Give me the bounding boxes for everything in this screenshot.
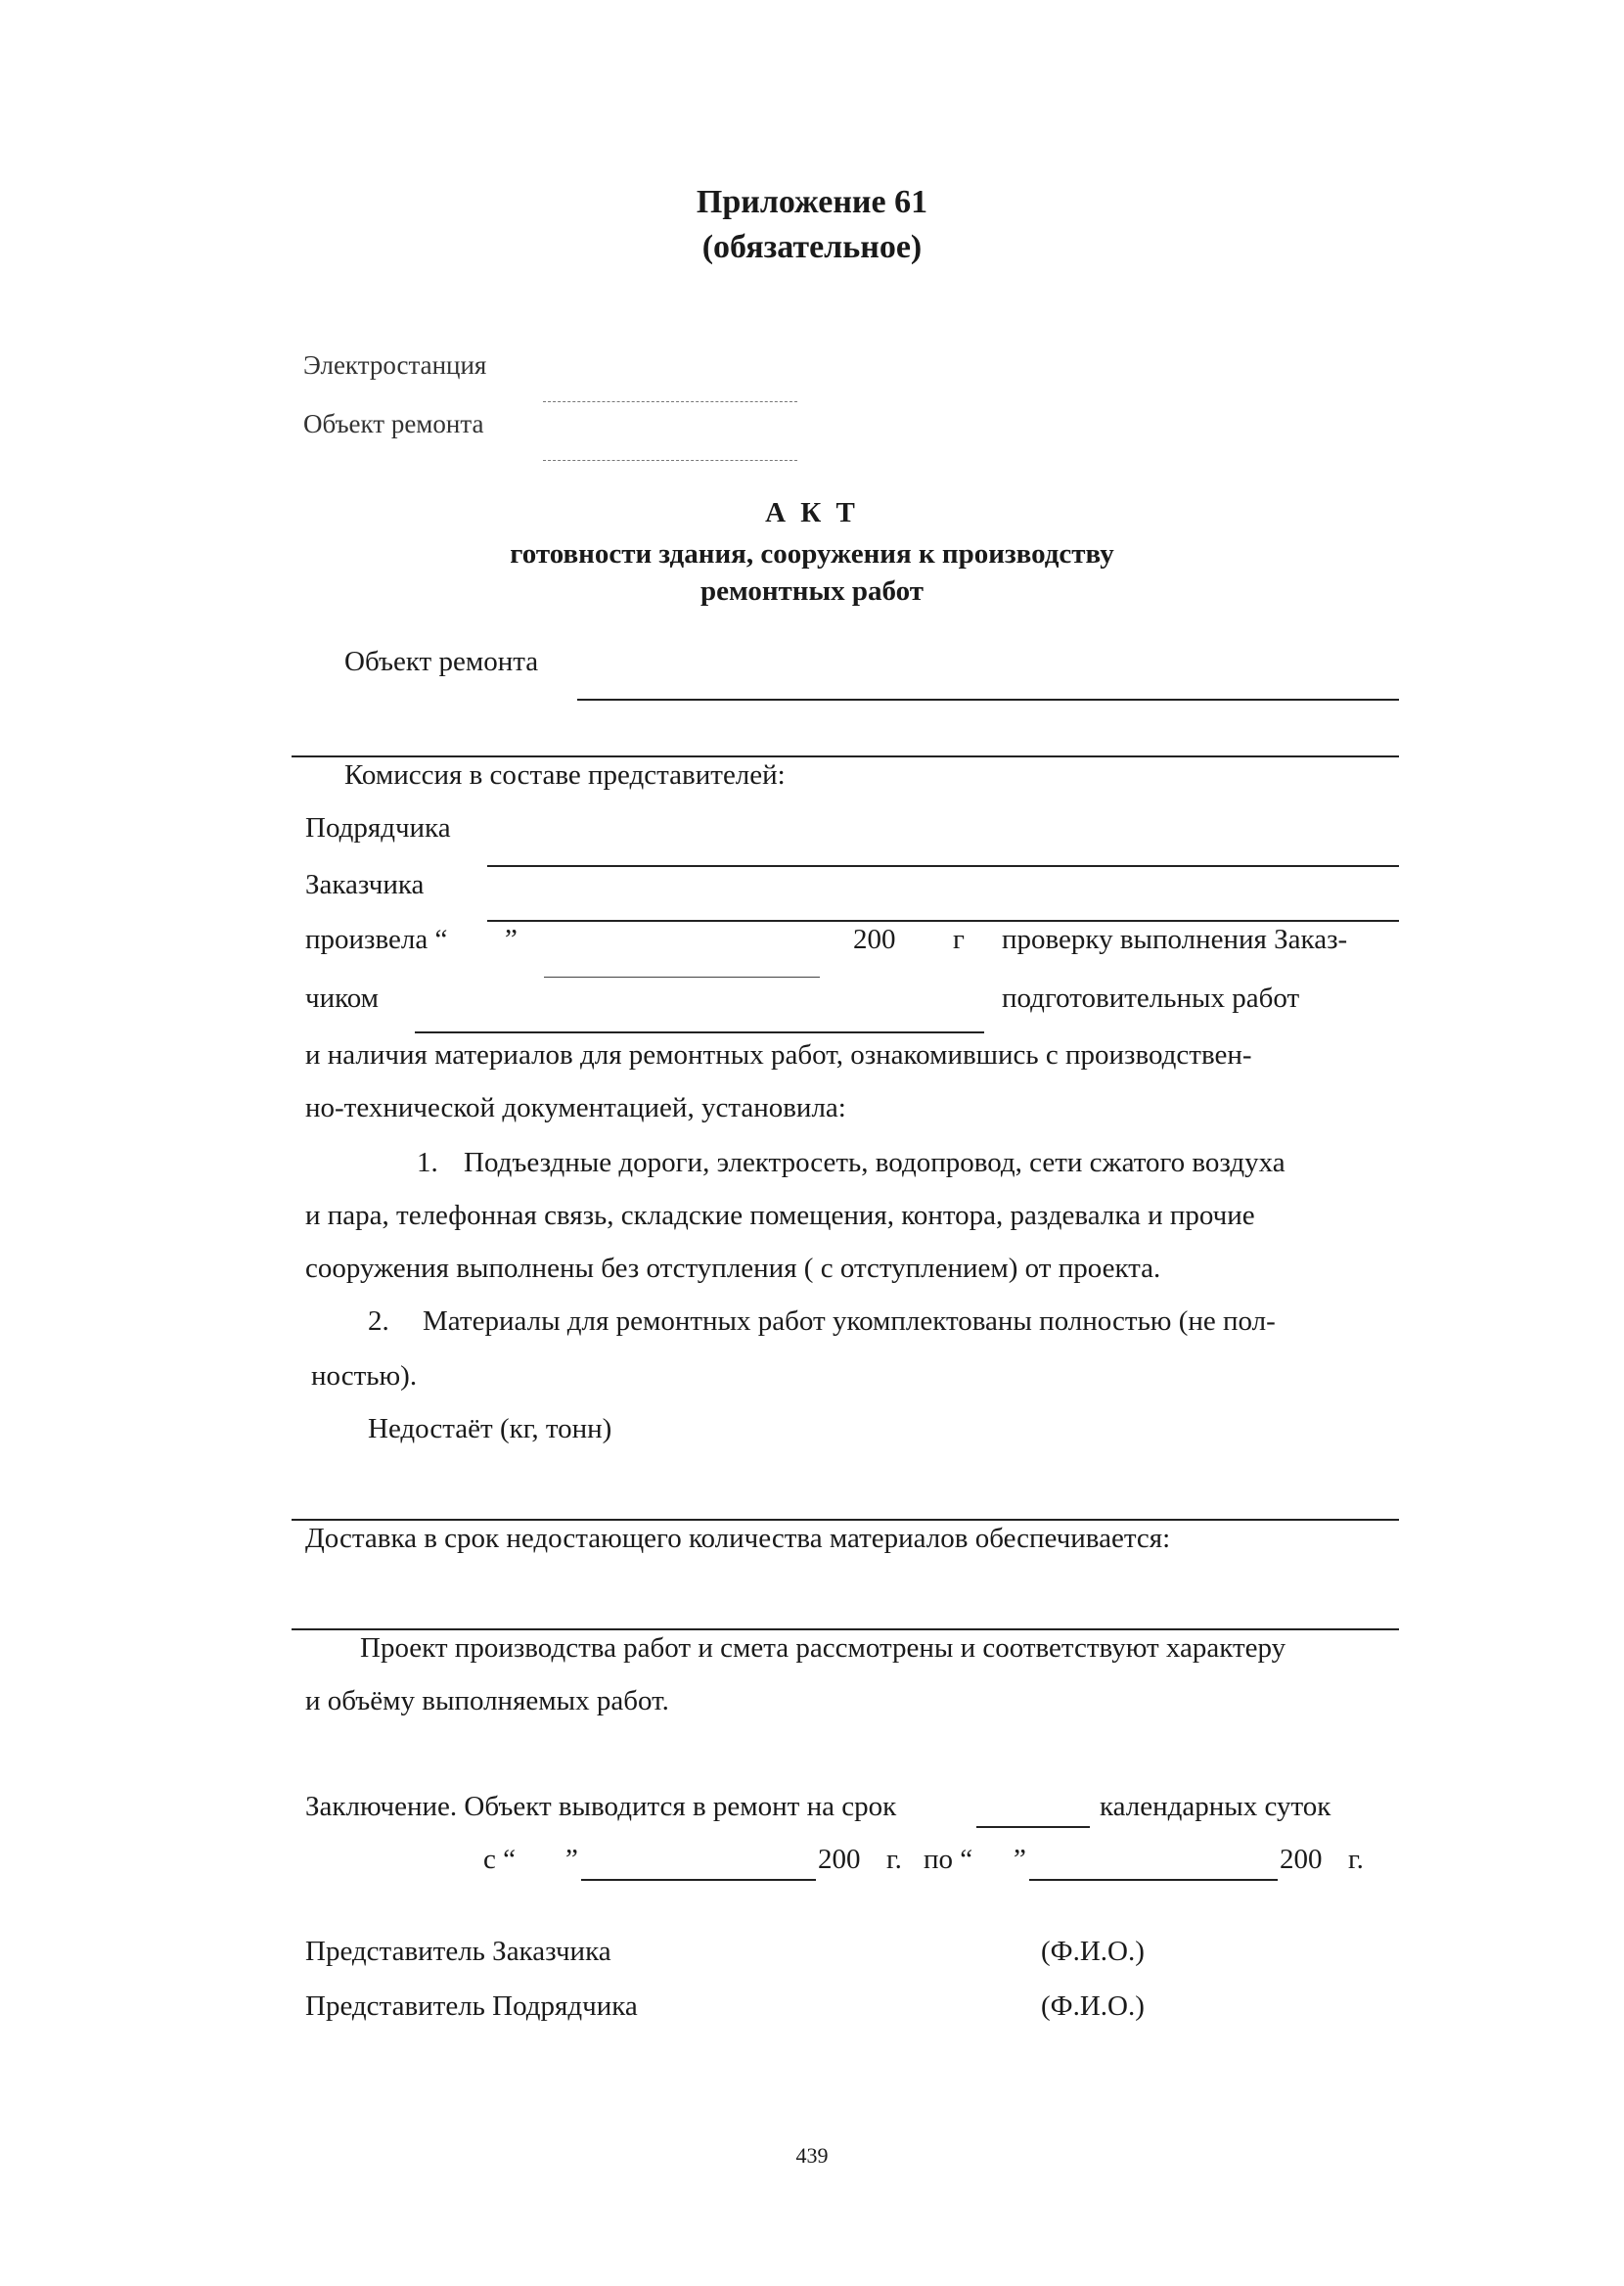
to-label: по “ [924,1844,973,1875]
item2-line2: ностью). [311,1360,418,1392]
item2-number: 2. [368,1305,389,1337]
item1-line3: сооружения выполнены без отступления ( с отступлением) от проекта. [305,1253,1161,1284]
item1-line2: и пара, телефонная связь, складские помещения, контора, раздевалка и прочие [305,1200,1255,1231]
from-quote: ” [565,1844,578,1875]
project-line1: Проект производства работ и смета рассмотрены и соответствуют характеру [360,1632,1286,1664]
tech-doc-text: но-технической документацией, установила: [305,1092,846,1123]
customer-rep-label: Представитель Заказчика [305,1936,611,1967]
by-customer-line [415,1031,984,1033]
year-suffix: г [953,924,965,955]
to-year: 200 [1280,1844,1323,1875]
act-title: А К Т [765,497,859,528]
repair-object-field [543,460,797,461]
act-subtitle-line1: готовности здания, сооружения к производству [510,538,1114,570]
shortage-label: Недостаёт (кг, тонн) [368,1413,612,1444]
to-g: г. [1348,1844,1364,1875]
from-year: 200 [818,1844,861,1875]
customer-label: Заказчика [305,869,425,900]
prep-works-label: подготовительных работ [1002,983,1300,1014]
power-plant-field [543,401,797,402]
item2-line1: Материалы для ремонтных работ укомплектованы полностью (не пол- [423,1305,1276,1337]
contractor-line [487,865,1399,867]
from-date-line [581,1879,816,1881]
from-g: г. [886,1844,902,1875]
repair-object-line-2 [292,755,1399,757]
date-line [544,977,820,978]
performed-label: произвела “ [305,924,448,955]
performed-quote: ” [505,924,518,955]
year-label: 200 [853,924,896,955]
contractor-label: Подрядчика [305,812,451,844]
conclusion-text: Заключение. Объект выводится в ремонт на срок [305,1791,897,1822]
page-number: 439 [795,2143,829,2168]
by-customer-label: чиком [305,983,380,1014]
to-quote: ” [1014,1844,1026,1875]
act-subtitle-line2: ремонтных работ [699,575,925,607]
delivery-text: Доставка в срок недостающего количества материалов обеспечивается: [305,1523,1171,1554]
days-label: календарных суток [1100,1791,1331,1822]
item1-number: 1. [417,1147,438,1178]
customer-line [487,920,1399,922]
project-line2: и объёму выполняемых работ. [305,1685,669,1716]
customer-rep-fio: (Ф.И.О.) [1041,1936,1145,1967]
shortage-line [292,1519,1399,1521]
delivery-line [292,1628,1399,1630]
power-plant-label: Электростанция [303,350,487,380]
appendix-mandatory: (обязательное) [701,229,923,265]
appendix-title: Приложение 61 [696,184,928,220]
from-label: с “ [483,1844,516,1875]
contractor-rep-label: Представитель Подрядчика [305,1990,638,2022]
to-date-line [1029,1879,1278,1881]
check-label: проверку выполнения Заказ- [1002,924,1348,955]
presence-text: и наличия материалов для ремонтных работ, ознакомившись с производствен- [305,1039,1252,1071]
repair-object-line [577,699,1399,701]
contractor-rep-fio: (Ф.И.О.) [1041,1990,1145,2022]
repair-object-label: Объект ремонта [303,409,484,438]
repair-object-text: Объект ремонта [344,646,539,677]
commission-label: Комиссия в составе представителей: [344,759,786,791]
item1-line1: Подъездные дороги, электросеть, водопровод, сети сжатого воздуха [464,1147,1286,1178]
days-line [976,1826,1090,1828]
